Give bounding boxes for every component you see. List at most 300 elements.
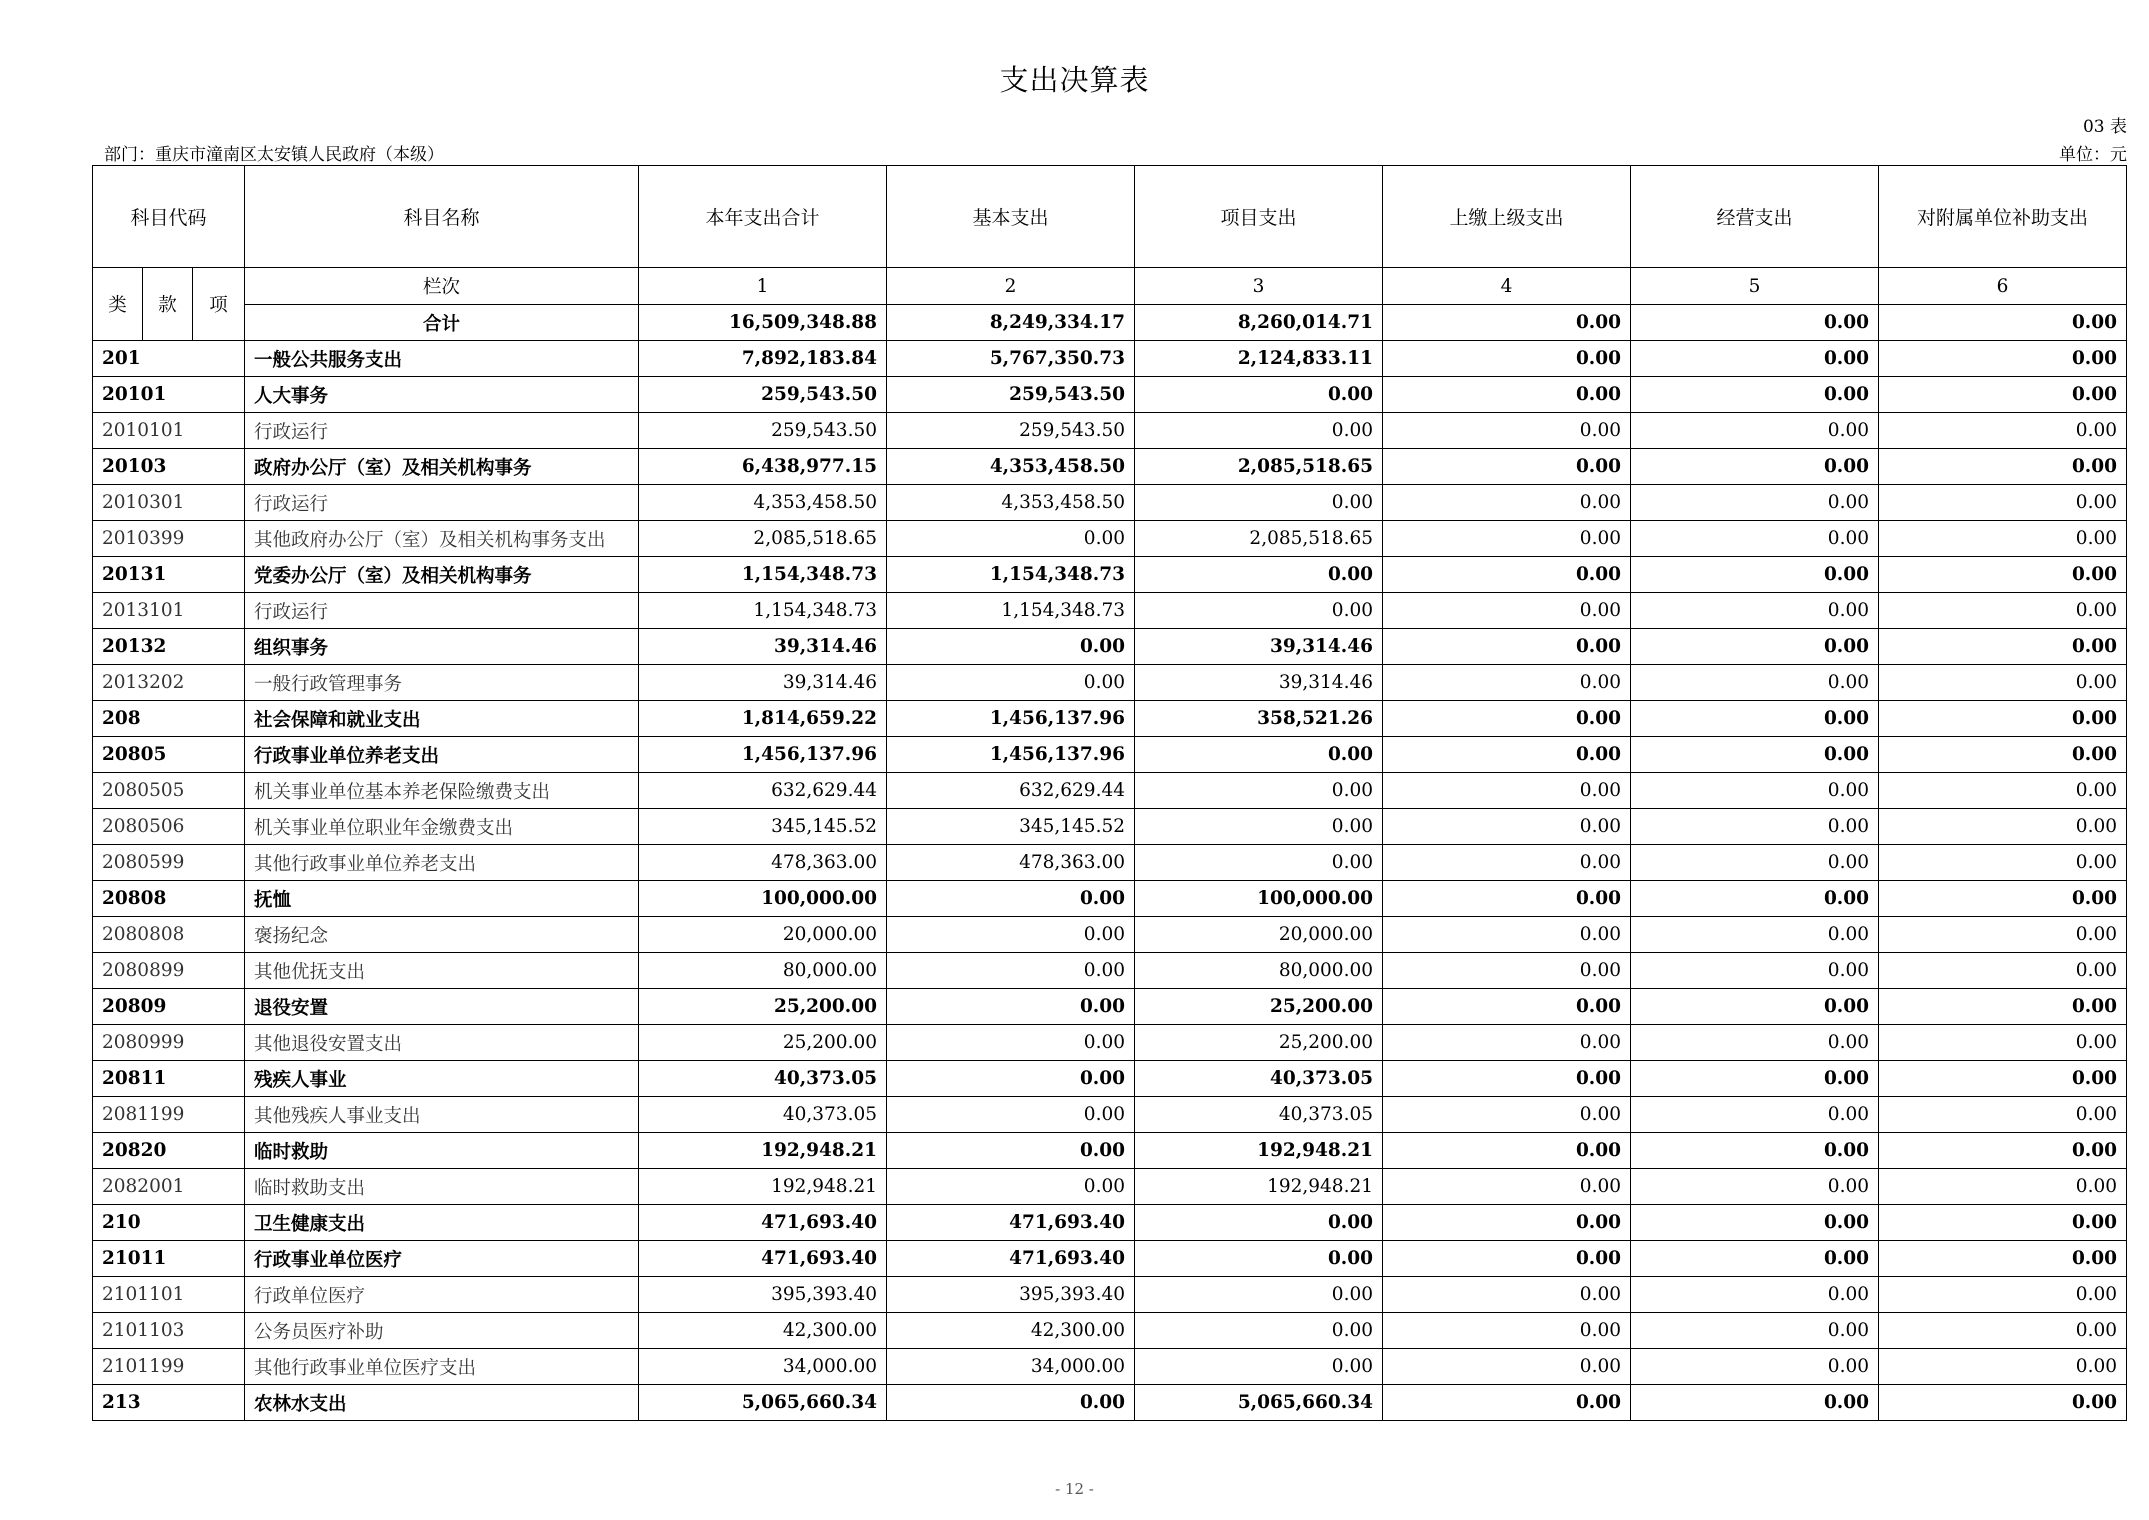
amount-cell: 0.00 xyxy=(1631,1241,1879,1277)
amount-cell: 0.00 xyxy=(1879,1133,2127,1169)
table-row xyxy=(93,629,2127,665)
amount-cell: 0.00 xyxy=(1879,1061,2127,1097)
table-row xyxy=(93,1313,2127,1349)
amount-cell: 471,693.40 xyxy=(639,1205,887,1241)
table-row xyxy=(93,881,2127,917)
subject-name: 人大事务 xyxy=(245,377,639,413)
subject-code: 2080808 xyxy=(93,917,245,953)
subject-name: 行政单位医疗 xyxy=(245,1277,639,1313)
subject-code: 20805 xyxy=(93,737,245,773)
subject-name: 社会保障和就业支出 xyxy=(245,701,639,737)
amount-cell: 0.00 xyxy=(1631,809,1879,845)
table-row xyxy=(93,773,2127,809)
table-row xyxy=(93,809,2127,845)
amount-cell: 0.00 xyxy=(1879,521,2127,557)
amount-cell: 0.00 xyxy=(1631,1025,1879,1061)
amount-cell: 0.00 xyxy=(1631,737,1879,773)
sum-value: 0.00 xyxy=(1383,305,1631,341)
amount-cell: 0.00 xyxy=(887,1061,1135,1097)
amount-cell: 0.00 xyxy=(887,521,1135,557)
amount-cell: 0.00 xyxy=(1631,989,1879,1025)
amount-cell: 1,456,137.96 xyxy=(887,737,1135,773)
amount-cell: 0.00 xyxy=(1383,737,1631,773)
amount-cell: 0.00 xyxy=(1383,1025,1631,1061)
amount-cell: 0.00 xyxy=(1135,1241,1383,1277)
amount-cell: 0.00 xyxy=(1135,845,1383,881)
amount-cell: 0.00 xyxy=(887,1169,1135,1205)
amount-cell: 0.00 xyxy=(1135,1205,1383,1241)
subject-code: 2080899 xyxy=(93,953,245,989)
table-row xyxy=(93,521,2127,557)
subject-name: 其他政府办公厅（室）及相关机构事务支出 xyxy=(245,521,639,557)
subject-code: 2013202 xyxy=(93,665,245,701)
amount-cell: 0.00 xyxy=(1383,557,1631,593)
form-number: 03 表 xyxy=(2082,117,2127,137)
subject-name: 行政运行 xyxy=(245,593,639,629)
subject-code: 2080506 xyxy=(93,809,245,845)
subject-name: 残疾人事业 xyxy=(245,1061,639,1097)
amount-cell: 0.00 xyxy=(1879,593,2127,629)
amount-cell: 478,363.00 xyxy=(639,845,887,881)
amount-cell: 0.00 xyxy=(1383,1277,1631,1313)
amount-cell: 0.00 xyxy=(1879,485,2127,521)
amount-cell: 40,373.05 xyxy=(1135,1097,1383,1133)
amount-cell: 0.00 xyxy=(1383,1133,1631,1169)
amount-cell: 1,154,348.73 xyxy=(887,593,1135,629)
amount-cell: 0.00 xyxy=(1383,881,1631,917)
header-subsidy: 对附属单位补助支出 xyxy=(1879,166,2127,268)
amount-cell: 0.00 xyxy=(887,917,1135,953)
amount-cell: 1,154,348.73 xyxy=(887,557,1135,593)
amount-cell: 0.00 xyxy=(1631,593,1879,629)
table-row xyxy=(93,485,2127,521)
amount-cell: 0.00 xyxy=(1135,1313,1383,1349)
amount-cell: 80,000.00 xyxy=(639,953,887,989)
subject-code: 208 xyxy=(93,701,245,737)
table-row xyxy=(93,377,2127,413)
subject-code: 2080505 xyxy=(93,773,245,809)
subject-name: 行政运行 xyxy=(245,485,639,521)
amount-cell: 192,948.21 xyxy=(639,1169,887,1205)
subject-code: 2082001 xyxy=(93,1169,245,1205)
header-project: 项目支出 xyxy=(1135,166,1383,268)
amount-cell: 0.00 xyxy=(1383,773,1631,809)
amount-cell: 25,200.00 xyxy=(1135,1025,1383,1061)
subject-code: 20131 xyxy=(93,557,245,593)
amount-cell: 0.00 xyxy=(1631,701,1879,737)
amount-cell: 0.00 xyxy=(1879,413,2127,449)
amount-cell: 345,145.52 xyxy=(887,809,1135,845)
table-row xyxy=(93,1169,2127,1205)
amount-cell: 0.00 xyxy=(1383,485,1631,521)
subject-name: 一般公共服务支出 xyxy=(245,341,639,377)
amount-cell: 0.00 xyxy=(1631,665,1879,701)
amount-cell: 471,693.40 xyxy=(887,1241,1135,1277)
level-lei: 类 xyxy=(93,268,143,341)
amount-cell: 632,629.44 xyxy=(887,773,1135,809)
amount-cell: 42,300.00 xyxy=(887,1313,1135,1349)
subject-code: 210 xyxy=(93,1205,245,1241)
table-row xyxy=(93,449,2127,485)
amount-cell: 0.00 xyxy=(1631,521,1879,557)
amount-cell: 0.00 xyxy=(1135,809,1383,845)
amount-cell: 2,124,833.11 xyxy=(1135,341,1383,377)
subject-name: 其他退役安置支出 xyxy=(245,1025,639,1061)
table-row xyxy=(93,989,2127,1025)
amount-cell: 0.00 xyxy=(1135,485,1383,521)
amount-cell: 0.00 xyxy=(1631,1349,1879,1385)
amount-cell: 0.00 xyxy=(1879,701,2127,737)
column-number: 3 xyxy=(1135,268,1383,305)
amount-cell: 0.00 xyxy=(1383,1313,1631,1349)
report-title: 支出决算表 xyxy=(999,63,1150,97)
column-number: 5 xyxy=(1631,268,1879,305)
amount-cell: 2,085,518.65 xyxy=(639,521,887,557)
amount-cell: 34,000.00 xyxy=(639,1349,887,1385)
amount-cell: 0.00 xyxy=(1383,449,1631,485)
column-number: 1 xyxy=(639,268,887,305)
amount-cell: 0.00 xyxy=(1383,809,1631,845)
subject-code: 2010399 xyxy=(93,521,245,557)
amount-cell: 0.00 xyxy=(1879,881,2127,917)
amount-cell: 0.00 xyxy=(1631,557,1879,593)
amount-cell: 0.00 xyxy=(1631,1061,1879,1097)
amount-cell: 2,085,518.65 xyxy=(1135,521,1383,557)
amount-cell: 40,373.05 xyxy=(639,1097,887,1133)
amount-cell: 1,814,659.22 xyxy=(639,701,887,737)
table-row xyxy=(93,1349,2127,1385)
amount-cell: 39,314.46 xyxy=(1135,629,1383,665)
table-row xyxy=(93,845,2127,881)
amount-cell: 0.00 xyxy=(1383,1349,1631,1385)
amount-cell: 1,154,348.73 xyxy=(639,557,887,593)
table-row xyxy=(93,341,2127,377)
table-row xyxy=(93,737,2127,773)
subject-code: 2101199 xyxy=(93,1349,245,1385)
amount-cell: 0.00 xyxy=(1383,1241,1631,1277)
amount-cell: 34,000.00 xyxy=(887,1349,1135,1385)
table-row xyxy=(93,1133,2127,1169)
subject-code: 21011 xyxy=(93,1241,245,1277)
column-number-label: 栏次 xyxy=(245,268,639,305)
amount-cell: 0.00 xyxy=(1631,881,1879,917)
subject-name: 其他优抚支出 xyxy=(245,953,639,989)
amount-cell: 0.00 xyxy=(1383,1097,1631,1133)
amount-cell: 0.00 xyxy=(1383,665,1631,701)
amount-cell: 0.00 xyxy=(1631,341,1879,377)
amount-cell: 192,948.21 xyxy=(1135,1169,1383,1205)
level-kuan: 款 xyxy=(143,268,193,341)
amount-cell: 2,085,518.65 xyxy=(1135,449,1383,485)
amount-cell: 0.00 xyxy=(1383,989,1631,1025)
amount-cell: 5,767,350.73 xyxy=(887,341,1135,377)
subject-code: 2080599 xyxy=(93,845,245,881)
subject-code: 2013101 xyxy=(93,593,245,629)
amount-cell: 1,456,137.96 xyxy=(887,701,1135,737)
department-label: 部门：重庆市潼南区太安镇人民政府（本级） xyxy=(104,145,444,165)
amount-cell: 192,948.21 xyxy=(639,1133,887,1169)
header-row xyxy=(93,166,2127,268)
amount-cell: 395,393.40 xyxy=(887,1277,1135,1313)
amount-cell: 20,000.00 xyxy=(639,917,887,953)
subject-name: 党委办公厅（室）及相关机构事务 xyxy=(245,557,639,593)
amount-cell: 25,200.00 xyxy=(639,1025,887,1061)
subject-name: 其他行政事业单位医疗支出 xyxy=(245,1349,639,1385)
amount-cell: 0.00 xyxy=(1879,1349,2127,1385)
table-row xyxy=(93,1097,2127,1133)
amount-cell: 0.00 xyxy=(1631,449,1879,485)
amount-cell: 0.00 xyxy=(1135,377,1383,413)
sum-value: 8,260,014.71 xyxy=(1135,305,1383,341)
sum-value: 16,509,348.88 xyxy=(639,305,887,341)
amount-cell: 259,543.50 xyxy=(887,413,1135,449)
subject-name: 机关事业单位基本养老保险缴费支出 xyxy=(245,773,639,809)
amount-cell: 0.00 xyxy=(1631,1385,1879,1421)
table-row xyxy=(93,701,2127,737)
amount-cell: 0.00 xyxy=(1383,521,1631,557)
amount-cell: 0.00 xyxy=(1879,1025,2127,1061)
amount-cell: 0.00 xyxy=(1383,377,1631,413)
subject-code: 2010101 xyxy=(93,413,245,449)
amount-cell: 0.00 xyxy=(1631,1313,1879,1349)
subject-code: 2101103 xyxy=(93,1313,245,1349)
amount-cell: 0.00 xyxy=(1383,341,1631,377)
table-row xyxy=(93,1025,2127,1061)
subject-name: 退役安置 xyxy=(245,989,639,1025)
sum-row xyxy=(93,305,2127,341)
amount-cell: 0.00 xyxy=(1879,917,2127,953)
amount-cell: 0.00 xyxy=(1879,1277,2127,1313)
subject-code: 20820 xyxy=(93,1133,245,1169)
subject-code: 20132 xyxy=(93,629,245,665)
amount-cell: 0.00 xyxy=(1879,773,2127,809)
header-name: 科目名称 xyxy=(245,166,639,268)
subject-code: 201 xyxy=(93,341,245,377)
amount-cell: 1,456,137.96 xyxy=(639,737,887,773)
amount-cell: 4,353,458.50 xyxy=(639,485,887,521)
amount-cell: 259,543.50 xyxy=(639,377,887,413)
amount-cell: 0.00 xyxy=(1383,1061,1631,1097)
amount-cell: 0.00 xyxy=(1631,629,1879,665)
amount-cell: 0.00 xyxy=(1631,1205,1879,1241)
subject-code: 2010301 xyxy=(93,485,245,521)
amount-cell: 80,000.00 xyxy=(1135,953,1383,989)
amount-cell: 25,200.00 xyxy=(1135,989,1383,1025)
subject-code: 20103 xyxy=(93,449,245,485)
amount-cell: 0.00 xyxy=(887,1133,1135,1169)
amount-cell: 0.00 xyxy=(1879,377,2127,413)
amount-cell: 0.00 xyxy=(1879,809,2127,845)
amount-cell: 0.00 xyxy=(1879,1241,2127,1277)
amount-cell: 0.00 xyxy=(1383,629,1631,665)
amount-cell: 0.00 xyxy=(1383,413,1631,449)
amount-cell: 0.00 xyxy=(1135,1277,1383,1313)
amount-cell: 0.00 xyxy=(1879,1097,2127,1133)
amount-cell: 0.00 xyxy=(1879,1169,2127,1205)
sum-label: 合计 xyxy=(245,305,639,341)
amount-cell: 0.00 xyxy=(1879,737,2127,773)
column-number: 6 xyxy=(1879,268,2127,305)
amount-cell: 6,438,977.15 xyxy=(639,449,887,485)
subject-code: 2101101 xyxy=(93,1277,245,1313)
amount-cell: 0.00 xyxy=(1383,701,1631,737)
amount-cell: 0.00 xyxy=(1879,845,2127,881)
amount-cell: 0.00 xyxy=(887,881,1135,917)
level-xiang: 项 xyxy=(193,268,245,341)
column-number-row xyxy=(93,268,2127,305)
subject-name: 一般行政管理事务 xyxy=(245,665,639,701)
amount-cell: 0.00 xyxy=(1631,845,1879,881)
amount-cell: 0.00 xyxy=(1135,557,1383,593)
amount-cell: 5,065,660.34 xyxy=(639,1385,887,1421)
amount-cell: 471,693.40 xyxy=(887,1205,1135,1241)
table-row xyxy=(93,953,2127,989)
table-row xyxy=(93,1241,2127,1277)
amount-cell: 0.00 xyxy=(1879,1313,2127,1349)
amount-cell: 0.00 xyxy=(887,1097,1135,1133)
amount-cell: 0.00 xyxy=(1383,917,1631,953)
subject-name: 其他残疾人事业支出 xyxy=(245,1097,639,1133)
subject-name: 临时救助支出 xyxy=(245,1169,639,1205)
amount-cell: 5,065,660.34 xyxy=(1135,1385,1383,1421)
table-row xyxy=(93,1385,2127,1421)
amount-cell: 0.00 xyxy=(1631,485,1879,521)
amount-cell: 25,200.00 xyxy=(639,989,887,1025)
subject-name: 机关事业单位职业年金缴费支出 xyxy=(245,809,639,845)
amount-cell: 100,000.00 xyxy=(1135,881,1383,917)
table-row xyxy=(93,1277,2127,1313)
amount-cell: 0.00 xyxy=(1383,1169,1631,1205)
amount-cell: 0.00 xyxy=(887,629,1135,665)
amount-cell: 0.00 xyxy=(1879,629,2127,665)
amount-cell: 0.00 xyxy=(1631,1097,1879,1133)
subject-name: 褒扬纪念 xyxy=(245,917,639,953)
amount-cell: 632,629.44 xyxy=(639,773,887,809)
header-upper: 上缴上级支出 xyxy=(1383,166,1631,268)
subject-name: 农林水支出 xyxy=(245,1385,639,1421)
subject-code: 2080999 xyxy=(93,1025,245,1061)
amount-cell: 0.00 xyxy=(1383,953,1631,989)
page-number: - 12 - xyxy=(1055,1480,1094,1498)
subject-name: 政府办公厅（室）及相关机构事务 xyxy=(245,449,639,485)
amount-cell: 0.00 xyxy=(1879,557,2127,593)
amount-cell: 0.00 xyxy=(887,989,1135,1025)
sum-value: 8,249,334.17 xyxy=(887,305,1135,341)
amount-cell: 0.00 xyxy=(887,1025,1135,1061)
column-number: 4 xyxy=(1383,268,1631,305)
amount-cell: 0.00 xyxy=(1879,953,2127,989)
table-row xyxy=(93,413,2127,449)
amount-cell: 259,543.50 xyxy=(887,377,1135,413)
amount-cell: 0.00 xyxy=(1631,917,1879,953)
amount-cell: 42,300.00 xyxy=(639,1313,887,1349)
amount-cell: 0.00 xyxy=(1879,665,2127,701)
subject-name: 其他行政事业单位养老支出 xyxy=(245,845,639,881)
subject-name: 临时救助 xyxy=(245,1133,639,1169)
amount-cell: 100,000.00 xyxy=(639,881,887,917)
amount-cell: 259,543.50 xyxy=(639,413,887,449)
subject-name: 公务员医疗补助 xyxy=(245,1313,639,1349)
amount-cell: 0.00 xyxy=(1631,377,1879,413)
table-row xyxy=(93,593,2127,629)
amount-cell: 0.00 xyxy=(1383,845,1631,881)
subject-name: 卫生健康支出 xyxy=(245,1205,639,1241)
amount-cell: 0.00 xyxy=(1631,773,1879,809)
amount-cell: 0.00 xyxy=(1135,593,1383,629)
amount-cell: 40,373.05 xyxy=(1135,1061,1383,1097)
header-operating: 经营支出 xyxy=(1631,166,1879,268)
amount-cell: 0.00 xyxy=(1135,773,1383,809)
subject-name: 抚恤 xyxy=(245,881,639,917)
amount-cell: 0.00 xyxy=(1383,1385,1631,1421)
header-basic: 基本支出 xyxy=(887,166,1135,268)
amount-cell: 471,693.40 xyxy=(639,1241,887,1277)
expenditure-table xyxy=(92,165,2127,1421)
amount-cell: 40,373.05 xyxy=(639,1061,887,1097)
amount-cell: 395,393.40 xyxy=(639,1277,887,1313)
subject-code: 20811 xyxy=(93,1061,245,1097)
amount-cell: 4,353,458.50 xyxy=(887,449,1135,485)
header-total: 本年支出合计 xyxy=(639,166,887,268)
amount-cell: 20,000.00 xyxy=(1135,917,1383,953)
amount-cell: 0.00 xyxy=(887,665,1135,701)
subject-code: 20809 xyxy=(93,989,245,1025)
amount-cell: 0.00 xyxy=(1879,449,2127,485)
amount-cell: 358,521.26 xyxy=(1135,701,1383,737)
subject-code: 213 xyxy=(93,1385,245,1421)
amount-cell: 39,314.46 xyxy=(639,665,887,701)
amount-cell: 0.00 xyxy=(1135,737,1383,773)
amount-cell: 0.00 xyxy=(1631,1277,1879,1313)
amount-cell: 4,353,458.50 xyxy=(887,485,1135,521)
subject-code: 20808 xyxy=(93,881,245,917)
amount-cell: 0.00 xyxy=(1135,413,1383,449)
unit-label: 单位：元 xyxy=(2059,145,2127,165)
amount-cell: 0.00 xyxy=(1135,1349,1383,1385)
subject-name: 行政事业单位医疗 xyxy=(245,1241,639,1277)
amount-cell: 39,314.46 xyxy=(1135,665,1383,701)
subject-name: 行政事业单位养老支出 xyxy=(245,737,639,773)
amount-cell: 1,154,348.73 xyxy=(639,593,887,629)
amount-cell: 0.00 xyxy=(1879,1205,2127,1241)
amount-cell: 0.00 xyxy=(1383,593,1631,629)
amount-cell: 0.00 xyxy=(1631,953,1879,989)
amount-cell: 478,363.00 xyxy=(887,845,1135,881)
amount-cell: 0.00 xyxy=(1383,1205,1631,1241)
amount-cell: 7,892,183.84 xyxy=(639,341,887,377)
subject-code: 2081199 xyxy=(93,1097,245,1133)
table-row xyxy=(93,665,2127,701)
amount-cell: 0.00 xyxy=(1879,341,2127,377)
header-code: 科目代码 xyxy=(93,166,245,268)
amount-cell: 192,948.21 xyxy=(1135,1133,1383,1169)
subject-code: 20101 xyxy=(93,377,245,413)
amount-cell: 39,314.46 xyxy=(639,629,887,665)
sum-value: 0.00 xyxy=(1631,305,1879,341)
table-row xyxy=(93,1061,2127,1097)
amount-cell: 0.00 xyxy=(1631,1133,1879,1169)
table-row xyxy=(93,1205,2127,1241)
column-number: 2 xyxy=(887,268,1135,305)
amount-cell: 0.00 xyxy=(1631,413,1879,449)
sum-value: 0.00 xyxy=(1879,305,2127,341)
subject-name: 组织事务 xyxy=(245,629,639,665)
amount-cell: 0.00 xyxy=(1631,1169,1879,1205)
amount-cell: 0.00 xyxy=(887,1385,1135,1421)
table-row xyxy=(93,917,2127,953)
table-row xyxy=(93,557,2127,593)
subject-name: 行政运行 xyxy=(245,413,639,449)
